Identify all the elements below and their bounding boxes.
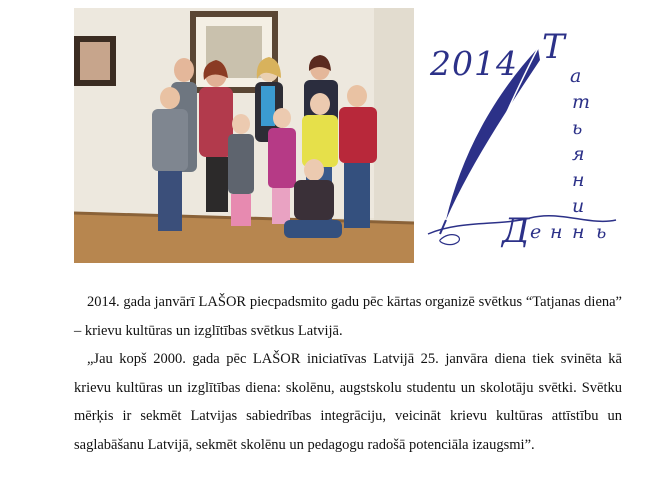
logo-letter-soft2: ь — [596, 221, 607, 243]
logo-letter-soft: ь — [572, 117, 583, 139]
logo-letter-e: е — [530, 221, 542, 243]
paragraph-quote: „Jau kopš 2000. gada pēc LAŠOR iniciatīvas Latvijā 25. janvāra diena tiek svinēta kā krievu kultūras un izglītības diena: skolēnu, augstskolu studentu un skolotāju svētki. Svētku mērķis ir sekmēt Latvijas sabiedrības integrāciju, veicināt krievu kultūras attīstību un saglabāšanu Latvijā, sekmēt skolēnu un pedagogu radošā potenciāla izaugsmi”. — [74, 351, 622, 453]
document-body — [74, 288, 622, 459]
tatjanas-diena-logo — [420, 20, 640, 250]
logo-year: 2014 — [430, 44, 518, 83]
logo-letter-ya: я — [572, 143, 585, 165]
group-photo — [74, 8, 414, 263]
group-photo-illustration — [74, 8, 414, 263]
logo-letter-n3: н — [550, 221, 563, 243]
logo-letter-n1: н — [572, 169, 585, 191]
logo-letter-d: Д — [502, 211, 530, 250]
logo-letter-a: а — [570, 65, 582, 87]
logo-letter-n2: н — [572, 221, 585, 243]
quill-pen-icon — [420, 20, 640, 250]
logo-letter-i: и — [572, 195, 585, 217]
logo-letter-t1: Т — [542, 27, 565, 67]
logo-letter-t2: т — [572, 91, 591, 113]
paragraph-intro: 2014. gada janvārī LAŠOR piecpadsmito gadu pēc kārtas organizē svētkus “Tatjanas diena” – krievu kultūras un izglītības svētkus Latvijā. — [74, 294, 622, 339]
